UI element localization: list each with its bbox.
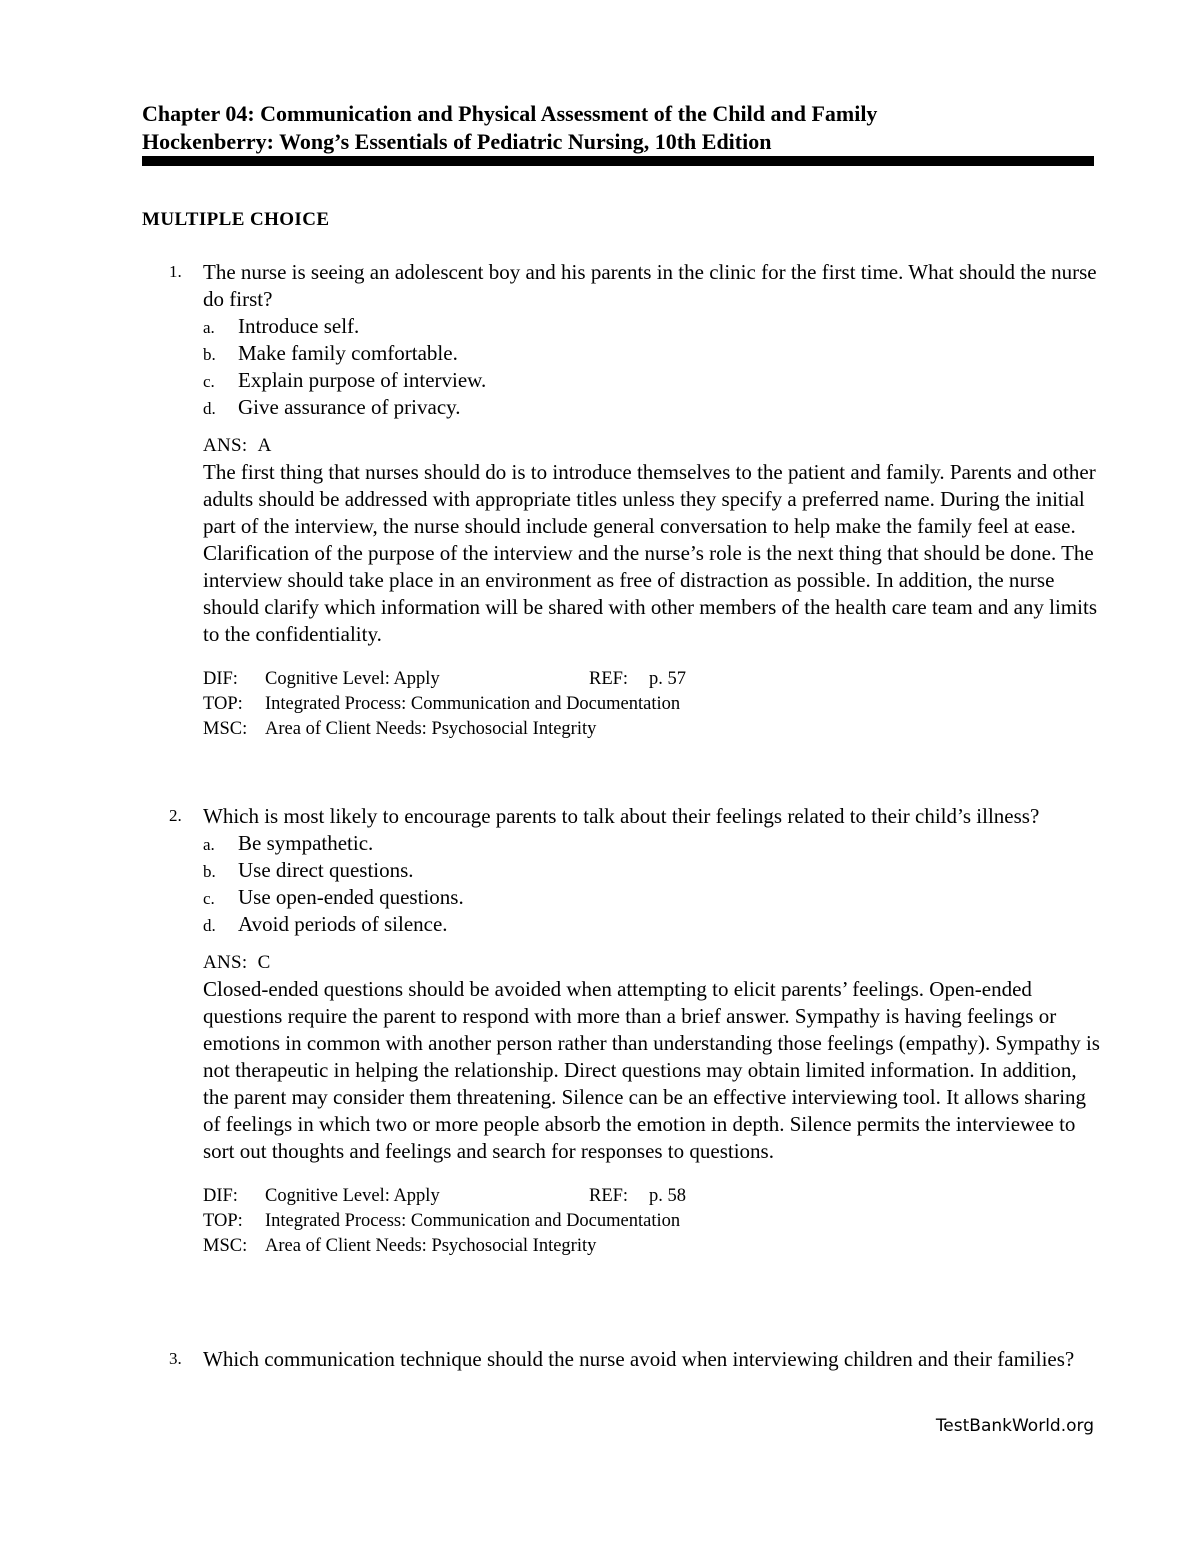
- top-label: TOP:: [203, 1211, 243, 1231]
- question-stem: Which communication technique should the nurse avoid when interviewing children and their families?: [203, 1347, 1075, 1371]
- option-b: [203, 857, 1102, 884]
- top-row: [203, 1209, 1102, 1234]
- msc-label: MSC:: [203, 719, 248, 739]
- watermark: TestBankWorld.org: [935, 1416, 1094, 1436]
- answer-label: ANS:: [203, 952, 248, 973]
- option-letter: a.: [203, 835, 215, 854]
- dif-label: DIF:: [203, 669, 238, 689]
- msc-row: [203, 1234, 1102, 1259]
- msc-row: [203, 717, 1102, 742]
- question-number: 2.: [169, 806, 182, 825]
- question-1: [142, 259, 1102, 742]
- top-value: Integrated Process: Communication and Documentation: [265, 694, 681, 714]
- answer-line: [203, 949, 1102, 976]
- book-title: Hockenberry: Wong’s Essentials of Pediatric Nursing, 10th Edition: [142, 129, 772, 154]
- option-letter: d.: [203, 399, 216, 418]
- answer-value: A: [257, 435, 272, 456]
- ref-value: p. 57: [649, 669, 686, 689]
- top-value: Integrated Process: Communication and Documentation: [265, 1211, 681, 1231]
- question-number: 1.: [169, 262, 182, 281]
- chapter-title: Chapter 04: Communication and Physical Assessment of the Child and Family: [142, 101, 878, 126]
- option-text: Avoid periods of silence.: [238, 912, 448, 936]
- option-text: Give assurance of privacy.: [238, 395, 461, 419]
- option-c: [203, 884, 1102, 911]
- option-text: Use direct questions.: [238, 858, 414, 882]
- dif-value: Cognitive Level: Apply: [265, 1186, 440, 1206]
- option-c: [203, 367, 1102, 394]
- question-number: 3.: [169, 1349, 182, 1368]
- question-3: [142, 1346, 1102, 1373]
- option-a: [203, 313, 1102, 340]
- question-stem: The nurse is seeing an adolescent boy and his parents in the clinic for the first time. What should the nurse do first?: [203, 260, 1097, 311]
- metadata: [203, 1184, 1102, 1259]
- option-letter: a.: [203, 318, 215, 337]
- msc-value: Area of Client Needs: Psychosocial Integrity: [265, 1236, 597, 1256]
- option-text: Make family comfortable.: [238, 341, 458, 365]
- question-2: [142, 803, 1102, 1259]
- top-row: [203, 692, 1102, 717]
- option-letter: c.: [203, 372, 215, 391]
- metadata: [203, 667, 1102, 742]
- header-rule: [142, 156, 1094, 166]
- option-list: [203, 830, 1102, 938]
- option-list: [203, 313, 1102, 421]
- ref-value: p. 58: [649, 1186, 686, 1206]
- option-a: [203, 830, 1102, 857]
- option-b: [203, 340, 1102, 367]
- answer-value: C: [257, 952, 271, 973]
- option-d: [203, 911, 1102, 938]
- option-letter: d.: [203, 916, 216, 935]
- option-letter: b.: [203, 345, 216, 364]
- dif-label: DIF:: [203, 1186, 238, 1206]
- answer-line: [203, 432, 1102, 459]
- option-letter: b.: [203, 862, 216, 881]
- question-stem: Which is most likely to encourage parents to talk about their feelings related to their child’s illness?: [203, 804, 1040, 828]
- msc-label: MSC:: [203, 1236, 248, 1256]
- rationale: Closed-ended questions should be avoided when attempting to elicit parents’ feelings. Open-ended questions require the parent to respond with more than a brief answer. Sympathy is having feelings or emotions in common with another person rather than understanding those feelings (empathy). Sympathy is not therapeutic in helping the relationship. Direct questions may obtain limited information. In addition, the parent may consider them threatening. Silence can be an effective interviewing tool. It allows sharing of feelings in which two or more people absorb the emotion in depth. Silence permits the interviewee to sort out thoughts and feelings and search for responses to questions.: [203, 977, 1100, 1163]
- dif-row: [203, 667, 1102, 692]
- dif-row: [203, 1184, 1102, 1209]
- option-text: Use open-ended questions.: [238, 885, 464, 909]
- option-text: Explain purpose of interview.: [238, 368, 487, 392]
- ref-label: REF:: [589, 1186, 629, 1206]
- section-heading: MULTIPLE CHOICE: [142, 209, 330, 230]
- option-text: Be sympathetic.: [238, 831, 374, 855]
- top-label: TOP:: [203, 694, 243, 714]
- rationale: The first thing that nurses should do is to introduce themselves to the patient and family. Parents and other adults should be addressed with appropriate titles unless they specify a preferred name. During the initial part of the interview, the nurse should include general conversation to help make the family feel at ease. Clarification of the purpose of the interview and the nurse’s role is the next thing that should be done. The interview should take place in an environment as free of distraction as possible. In addition, the nurse should clarify which information will be shared with other members of the health care team and any limits to the confidentiality.: [203, 460, 1097, 646]
- option-d: [203, 394, 1102, 421]
- option-letter: c.: [203, 889, 215, 908]
- answer-label: ANS:: [203, 435, 248, 456]
- dif-value: Cognitive Level: Apply: [265, 669, 440, 689]
- ref-label: REF:: [589, 669, 629, 689]
- msc-value: Area of Client Needs: Psychosocial Integrity: [265, 719, 597, 739]
- option-text: Introduce self.: [238, 314, 360, 338]
